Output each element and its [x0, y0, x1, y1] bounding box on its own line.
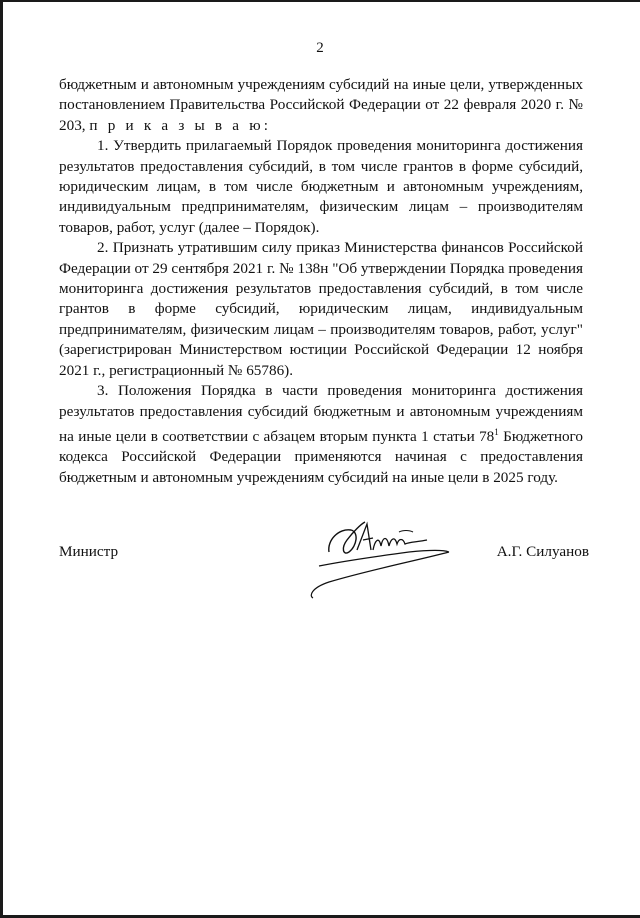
- page-number: 2: [316, 40, 324, 56]
- intro-text: бюджетным и автономным учреждениям субсидий на иные цели, утвержденных постановлением Правительства Российской Федерации от 22 февраля 2020 г. № 203,: [59, 76, 583, 134]
- scan-border-top: [0, 0, 640, 2]
- handwritten-signature: [299, 500, 459, 600]
- clause-2: 2. Признать утратившим силу приказ Министерства финансов Российской Федерации от 29 сентября 2021 г. № 138н "Об утверждении Порядка проведения мониторинга достижения результатов предоставления субсидий, в том числе грантов в форме субсидий, юридическим лицам, индивидуальным предпринимателям, физическим лицам – производителям товаров, работ, услуг" (зарегистрирован Министерством юстиции Российской Федерации 12 ноября 2021 г., регистрационный № 65786).: [59, 239, 583, 379]
- document-body: [59, 75, 583, 488]
- scan-border-left: [0, 0, 3, 918]
- signatory-name: А.Г. Силуанов: [496, 543, 589, 560]
- signature-block: [59, 540, 589, 620]
- clause-1: 1. Утвердить прилагаемый Порядок проведения мониторинга достижения результатов предоставления субсидий, в том числе грантов в форме субсидий, юридическим лицам, в том числе бюджетным и автономным учреждениям, индивидуальным предпринимателям, физическим лицам – производителям товаров, работ, услуг (далее – Порядок).: [59, 137, 583, 236]
- intro-paragraph: [59, 75, 583, 136]
- signatory-title: Министр: [59, 543, 119, 560]
- order-word: п р и к а з ы в а ю:: [89, 116, 272, 134]
- clause-3-text-after: Бюджетного кодекса Российской Федерации применяются начиная с предоставления бюджетным и автономным учреждениям субсидий на иные цели в 2025 году.: [59, 427, 583, 486]
- clause-3: [59, 381, 583, 488]
- clause-3-text-before: 3. Положения Порядка в части проведения мониторинга достижения результатов предоставления субсидий бюджетным и автономным учреждениям на иные цели в соответствии с абзацем вторым пункта 1 статьи 78: [59, 382, 583, 445]
- clause-3-superscript: 1: [494, 426, 499, 437]
